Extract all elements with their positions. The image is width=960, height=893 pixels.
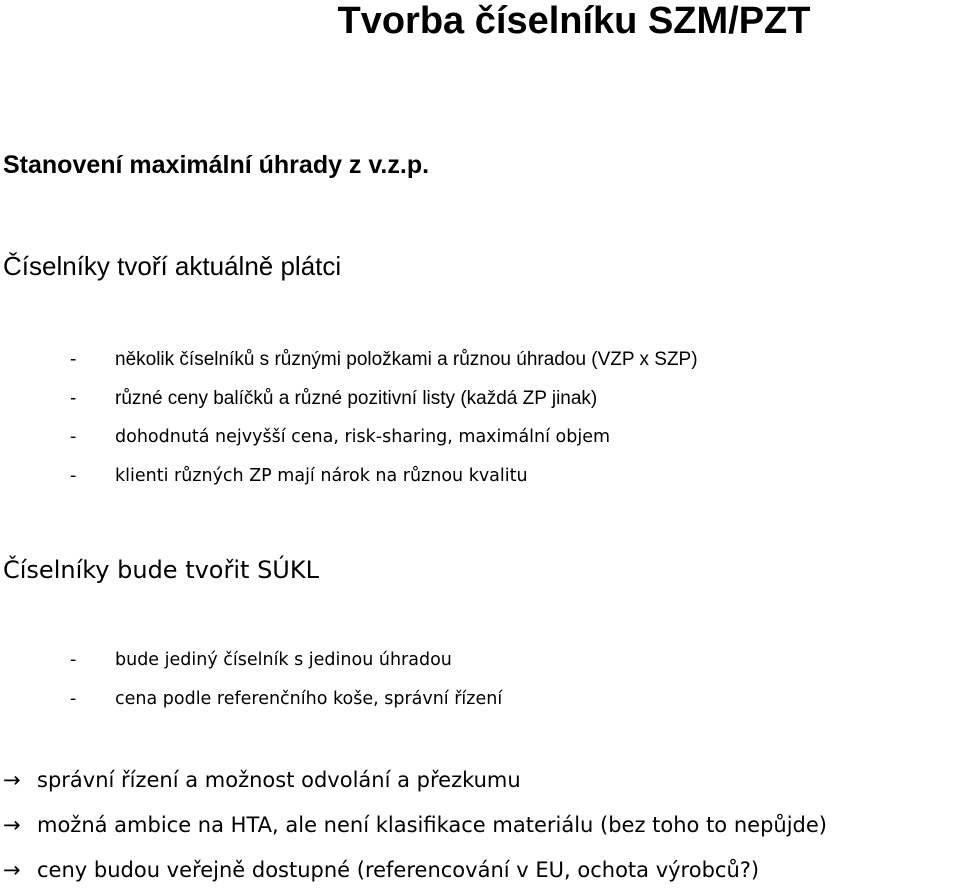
right-arrow-icon: → — [3, 768, 21, 792]
dash-bullet-icon: - — [70, 427, 77, 447]
list-item-text: různé ceny balíčků a různé pozitivní listy (každá ZP jinak) — [115, 388, 598, 409]
slide-subtitle: Stanovení maximální úhrady z v.z.p. — [3, 151, 430, 179]
list-item-text: několik číselníků s různými položkami a různou úhradou (VZP x SZP) — [115, 349, 698, 370]
dash-bullet-icon: - — [70, 689, 77, 709]
list-item-text: dohodnutá nejvyšší cena, risk-sharing, maximální objem — [115, 427, 611, 447]
dash-bullet-icon: - — [70, 349, 77, 370]
dash-bullet-icon: - — [70, 650, 77, 670]
right-arrow-icon: → — [3, 813, 21, 837]
section-heading-sukl: Číselníky bude tvořit SÚKL — [3, 556, 319, 584]
arrow-item-text: ceny budou veřejně dostupné (referencování v EU, ochota výrobců?) — [37, 858, 760, 882]
right-arrow-icon: → — [3, 858, 21, 882]
dash-bullet-icon: - — [70, 388, 77, 409]
dash-bullet-icon: - — [70, 466, 77, 486]
list-item-text: bude jediný číselník s jedinou úhradou — [115, 650, 452, 670]
arrow-item-text: správní řízení a možnost odvolání a přezkumu — [37, 768, 521, 792]
arrow-item-text: možná ambice na HTA, ale není klasifikace materiálu (bez toho to nepůjde) — [37, 813, 827, 837]
slide-title: Tvorba číselníku SZM/PZT — [337, 0, 811, 42]
list-item-text: cena podle referenčního koše, správní řízení — [115, 689, 503, 709]
list-item-text: klienti různých ZP mají nárok na různou kvalitu — [115, 466, 528, 486]
section-heading-payers: Číselníky tvoří aktuálně plátci — [3, 251, 342, 281]
